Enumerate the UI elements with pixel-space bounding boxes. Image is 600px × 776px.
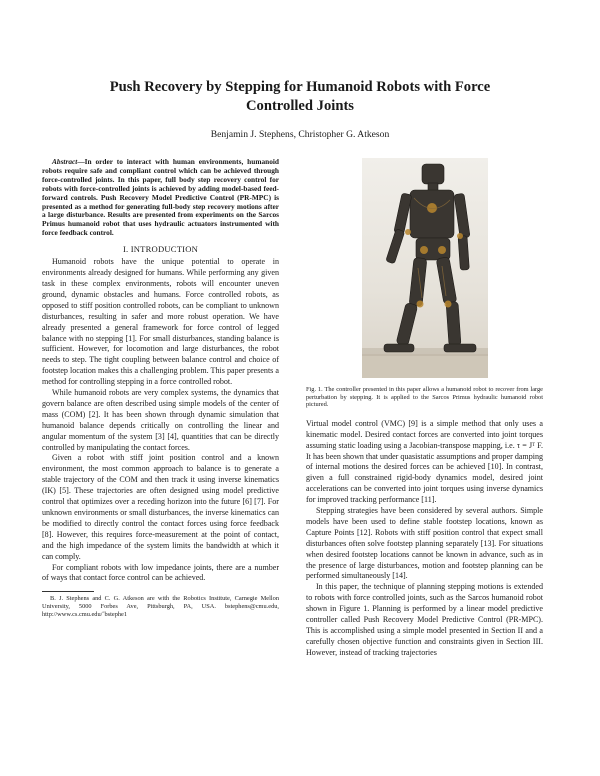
figure-robot-photo [362,158,488,378]
humanoid-robot-illustration [362,158,488,378]
intro-paragraph-1: Humanoid robots have the unique potential to operate in environments already designed for humans. While performing any given task in these complex environments, robots will encounter uneven ground, dynamic obstacles and humans. Force controlled robots, as opposed to stiff position controlled robots, can be compliant to unknown disturbances, resulting in safer and more robust operation. We have already presented a general framework for force control of legged balance with no stepping [1]. For small disturbances, standing balance is sufficient. However, for locomotion and large disturbances, the robot needs to step. The tight coupling between balance control and choice of footstep location makes this a challenging problem. This paper presents a method for controlling stepping in a force controlled robot. [42,257,279,387]
left-column [42,158,279,618]
right-paragraph-2: Stepping strategies have been considered by several authors. Simple models have been used to define stable footstep locations, known as Capture Points [12]. Robots with stiff position control that expect small disturbances often solve footstep planning separately [13]. For situations when desired footstep locations cannot be known in advance, such as in the presence of large disturbances, motion and footstep planning can be performed simultaneously [14]. [306,506,543,581]
abstract-lead: Abstract [52,157,78,166]
intro-paragraph-3: Given a robot with stiff joint position control and a known environment, the most common approach to balance is to generate a stable trajectory of the COM and then track it using inverse kinematics (IK) [5]. These trajectories are often designed using model predictive control that optimizes over a receding horizon into the future [6] [7]. For unknown environments or small disturbances, the inverse kinematics can be modified to directly control the contact forces using force feedback [8]. However, this requires force-measurement at the point of contact, and the high impedance of the system limits the bandwidth at which it can comply. [42,453,279,561]
section-heading-introduction: I. INTRODUCTION [122,244,199,255]
abstract [42,158,279,238]
right-paragraph-3: In this paper, the technique of planning stepping motions is extended to robots with force controlled joints, such as the Sarcos humanoid robot shown in Figure 1. Planning is performed by a linear model predictive controller called Push Recovery Model Predictive Control (PR-MPC). This is accomplished using a simple model presented in Section II and a carefully chosen objective function and constraints given in Section III. However, instead of tracking trajectories [306,582,543,657]
right-paragraph-1: Virtual model control (VMC) [9] is a simple method that only uses a kinematic model. Desired contact forces are converted into joint torques assuming static loading using a Jacobian-transpose mapping, i.e. τ = Jᵀ F. It has been shown that under quasistatic assumptions and proper damping of internal motions the desired forces can be achieved [10]. In contrast, given a full constrained rigid-body dynamics model, desired joint accelerations can be converted into joint torques using inverse dynamics for improved tracking performance [11]. [306,418,543,505]
author-list: Benjamin J. Stephens, Christopher G. Atkeson [210,129,390,140]
author-footnote: B. J. Stephens and C. G. Atkeson are with the Robotics Institute, Carnegie Mellon University, 5000 Forbes Ave, Pittsburgh, PA, USA. bstephens@cmu.edu, http://www.cs.cmu.edu/˜bstephe1 [42,595,279,618]
intro-paragraph-2: While humanoid robots are very complex systems, the dynamics that govern balance are often described using simple models of the center of mass (COM) [2]. It has been shown through dynamic simulation that humanoid balance depends critically on controlling the linear and angular momentum of the system [3] [4], quantities that can be directly controlled by manipulating the contact forces. [42,388,279,452]
title-line-2: Controlled Joints [246,98,354,114]
title-line-1: Push Recovery by Stepping for Humanoid Robots with Force [109,79,491,95]
abstract-text: —In order to interact with human environments, humanoid robots require safe and compliant control which can be achieved through force-controlled joints. In this paper, full body step recovery control for robots with force-controlled joints is achieved by adding model-based feed-forward controls. Push Recovery Model Predictive Control (PR-MPC) is presented as a method for generating full-body step recovery motions after a large disturbance. Results are presented from experiments on the Sarcos Primus humanoid robot that uses hydraulic actuators instrumented with force feedback control. [42,157,279,238]
paper-title [60,78,540,116]
footnote-divider [42,591,94,592]
intro-paragraph-4: For compliant robots with low impedance joints, there are a number of ways that contact force control can be achieved. [42,562,279,583]
figure-caption: Fig. 1. The controller presented in this paper allows a humanoid robot to recover from large perturbation by stepping. It is applied to the Sarcos Primus hydraulic humanoid robot pictured. [306,386,543,409]
right-column [306,158,543,659]
